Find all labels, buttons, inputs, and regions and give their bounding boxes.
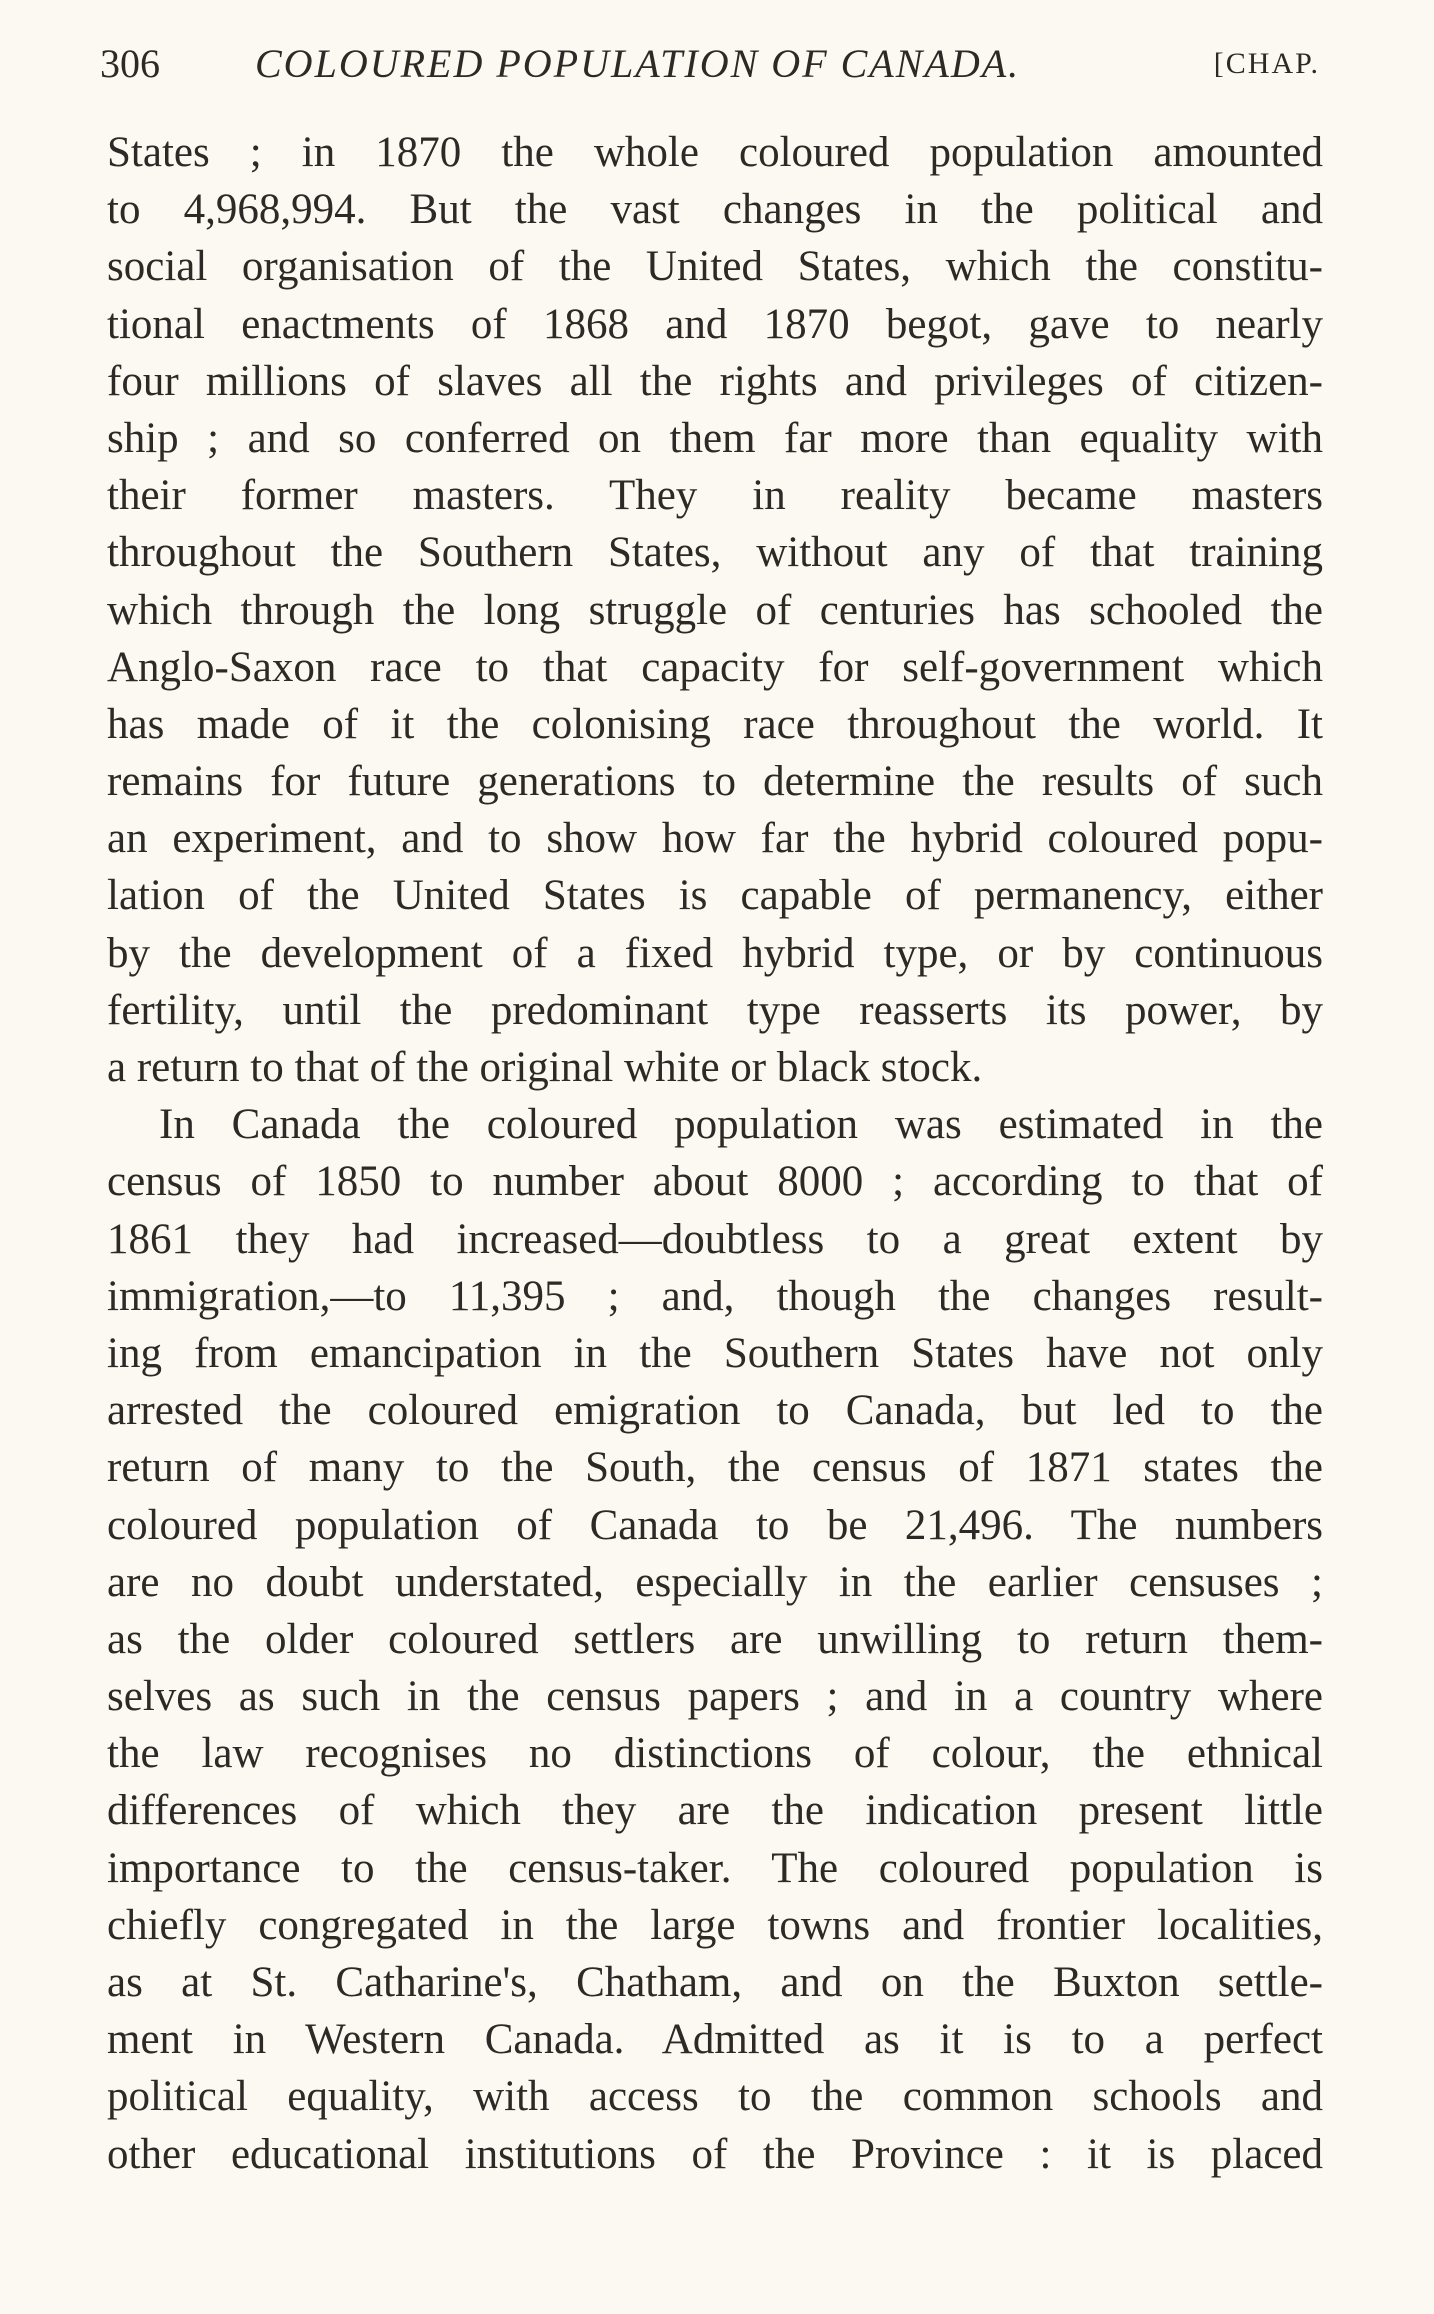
text-line: four millions of slaves all the rights and privileges of citizen- — [107, 357, 1323, 405]
text-line: chiefly congregated in the large towns and frontier localities, — [107, 1901, 1323, 1949]
body-text — [107, 124, 1323, 2183]
text-line: differences of which they are the indication present little — [107, 1787, 1323, 1835]
text-line: 1861 they had increased—doubtless to a great extent by — [107, 1215, 1323, 1263]
text-line: their former masters. They in reality became masters — [107, 472, 1323, 520]
text-line: Anglo-Saxon race to that capacity for self-government which — [107, 643, 1323, 691]
text-line: throughout the Southern States, without any of that training — [107, 529, 1323, 577]
text-line: tional enactments of 1868 and 1870 begot, gave to nearly — [107, 300, 1323, 348]
text-line: arrested the coloured emigration to Canada, but led to the — [107, 1387, 1323, 1435]
text-line: an experiment, and to show how far the hybrid coloured popu- — [107, 815, 1323, 863]
text-line: lation of the United States is capable of permanency, either — [107, 872, 1323, 920]
text-line: census of 1850 to number about 8000 ; according to that of — [107, 1158, 1323, 1206]
text-line: which through the long struggle of centuries has schooled the — [107, 586, 1323, 634]
text-line: to 4,968,994. But the vast changes in the political and — [107, 186, 1323, 234]
page-header — [100, 36, 1320, 92]
text-line: other educational institutions of the Province : it is placed — [107, 2130, 1323, 2178]
text-line: political equality, with access to the common schools and — [107, 2073, 1323, 2121]
text-line: as at St. Catharine's, Chatham, and on the Buxton settle- — [107, 1959, 1323, 2006]
text-line: selves as such in the census papers ; and in a country where — [107, 1673, 1323, 1721]
text-line: a return to that of the original white or black stock. — [107, 1044, 983, 1091]
chapter-label: [CHAP. — [1213, 47, 1320, 80]
text-line: remains for future generations to determine the results of such — [107, 758, 1323, 806]
text-line: are no doubt understated, especially in the earlier censuses ; — [107, 1558, 1323, 1606]
text-line: as the older coloured settlers are unwilling to return them- — [107, 1615, 1323, 1663]
page-number: 306 — [100, 41, 160, 86]
text-line: by the development of a fixed hybrid type, or by continuous — [107, 929, 1323, 977]
paragraph — [107, 1096, 1323, 2183]
text-line: States ; in 1870 the whole coloured population amounted — [107, 129, 1323, 176]
text-line: ing from emancipation in the Southern States have not only — [107, 1329, 1323, 1377]
text-line: immigration,—to 11,395 ; and, though the changes result- — [107, 1272, 1323, 1320]
text-line: ship ; and so conferred on them far more than equality with — [107, 414, 1323, 462]
running-title: COLOURED POPULATION OF CANADA. — [255, 41, 1021, 86]
text-line: In Canada the coloured population was estimated in the — [159, 1101, 1323, 1149]
text-line: has made of it the colonising race throughout the world. It — [107, 700, 1323, 748]
text-line: coloured population of Canada to be 21,496. The numbers — [107, 1501, 1323, 1549]
paragraph — [107, 124, 1323, 1096]
text-line: social organisation of the United States, which the constitu- — [107, 243, 1323, 291]
text-line: fertility, until the predominant type reasserts its power, by — [107, 986, 1323, 1034]
text-line: importance to the census-taker. The coloured population is — [107, 1844, 1323, 1892]
text-line: return of many to the South, the census of 1871 states the — [107, 1444, 1323, 1492]
text-line: ment in Western Canada. Admitted as it is to a perfect — [107, 2016, 1323, 2064]
text-line: the law recognises no distinctions of colour, the ethnical — [107, 1730, 1323, 1778]
